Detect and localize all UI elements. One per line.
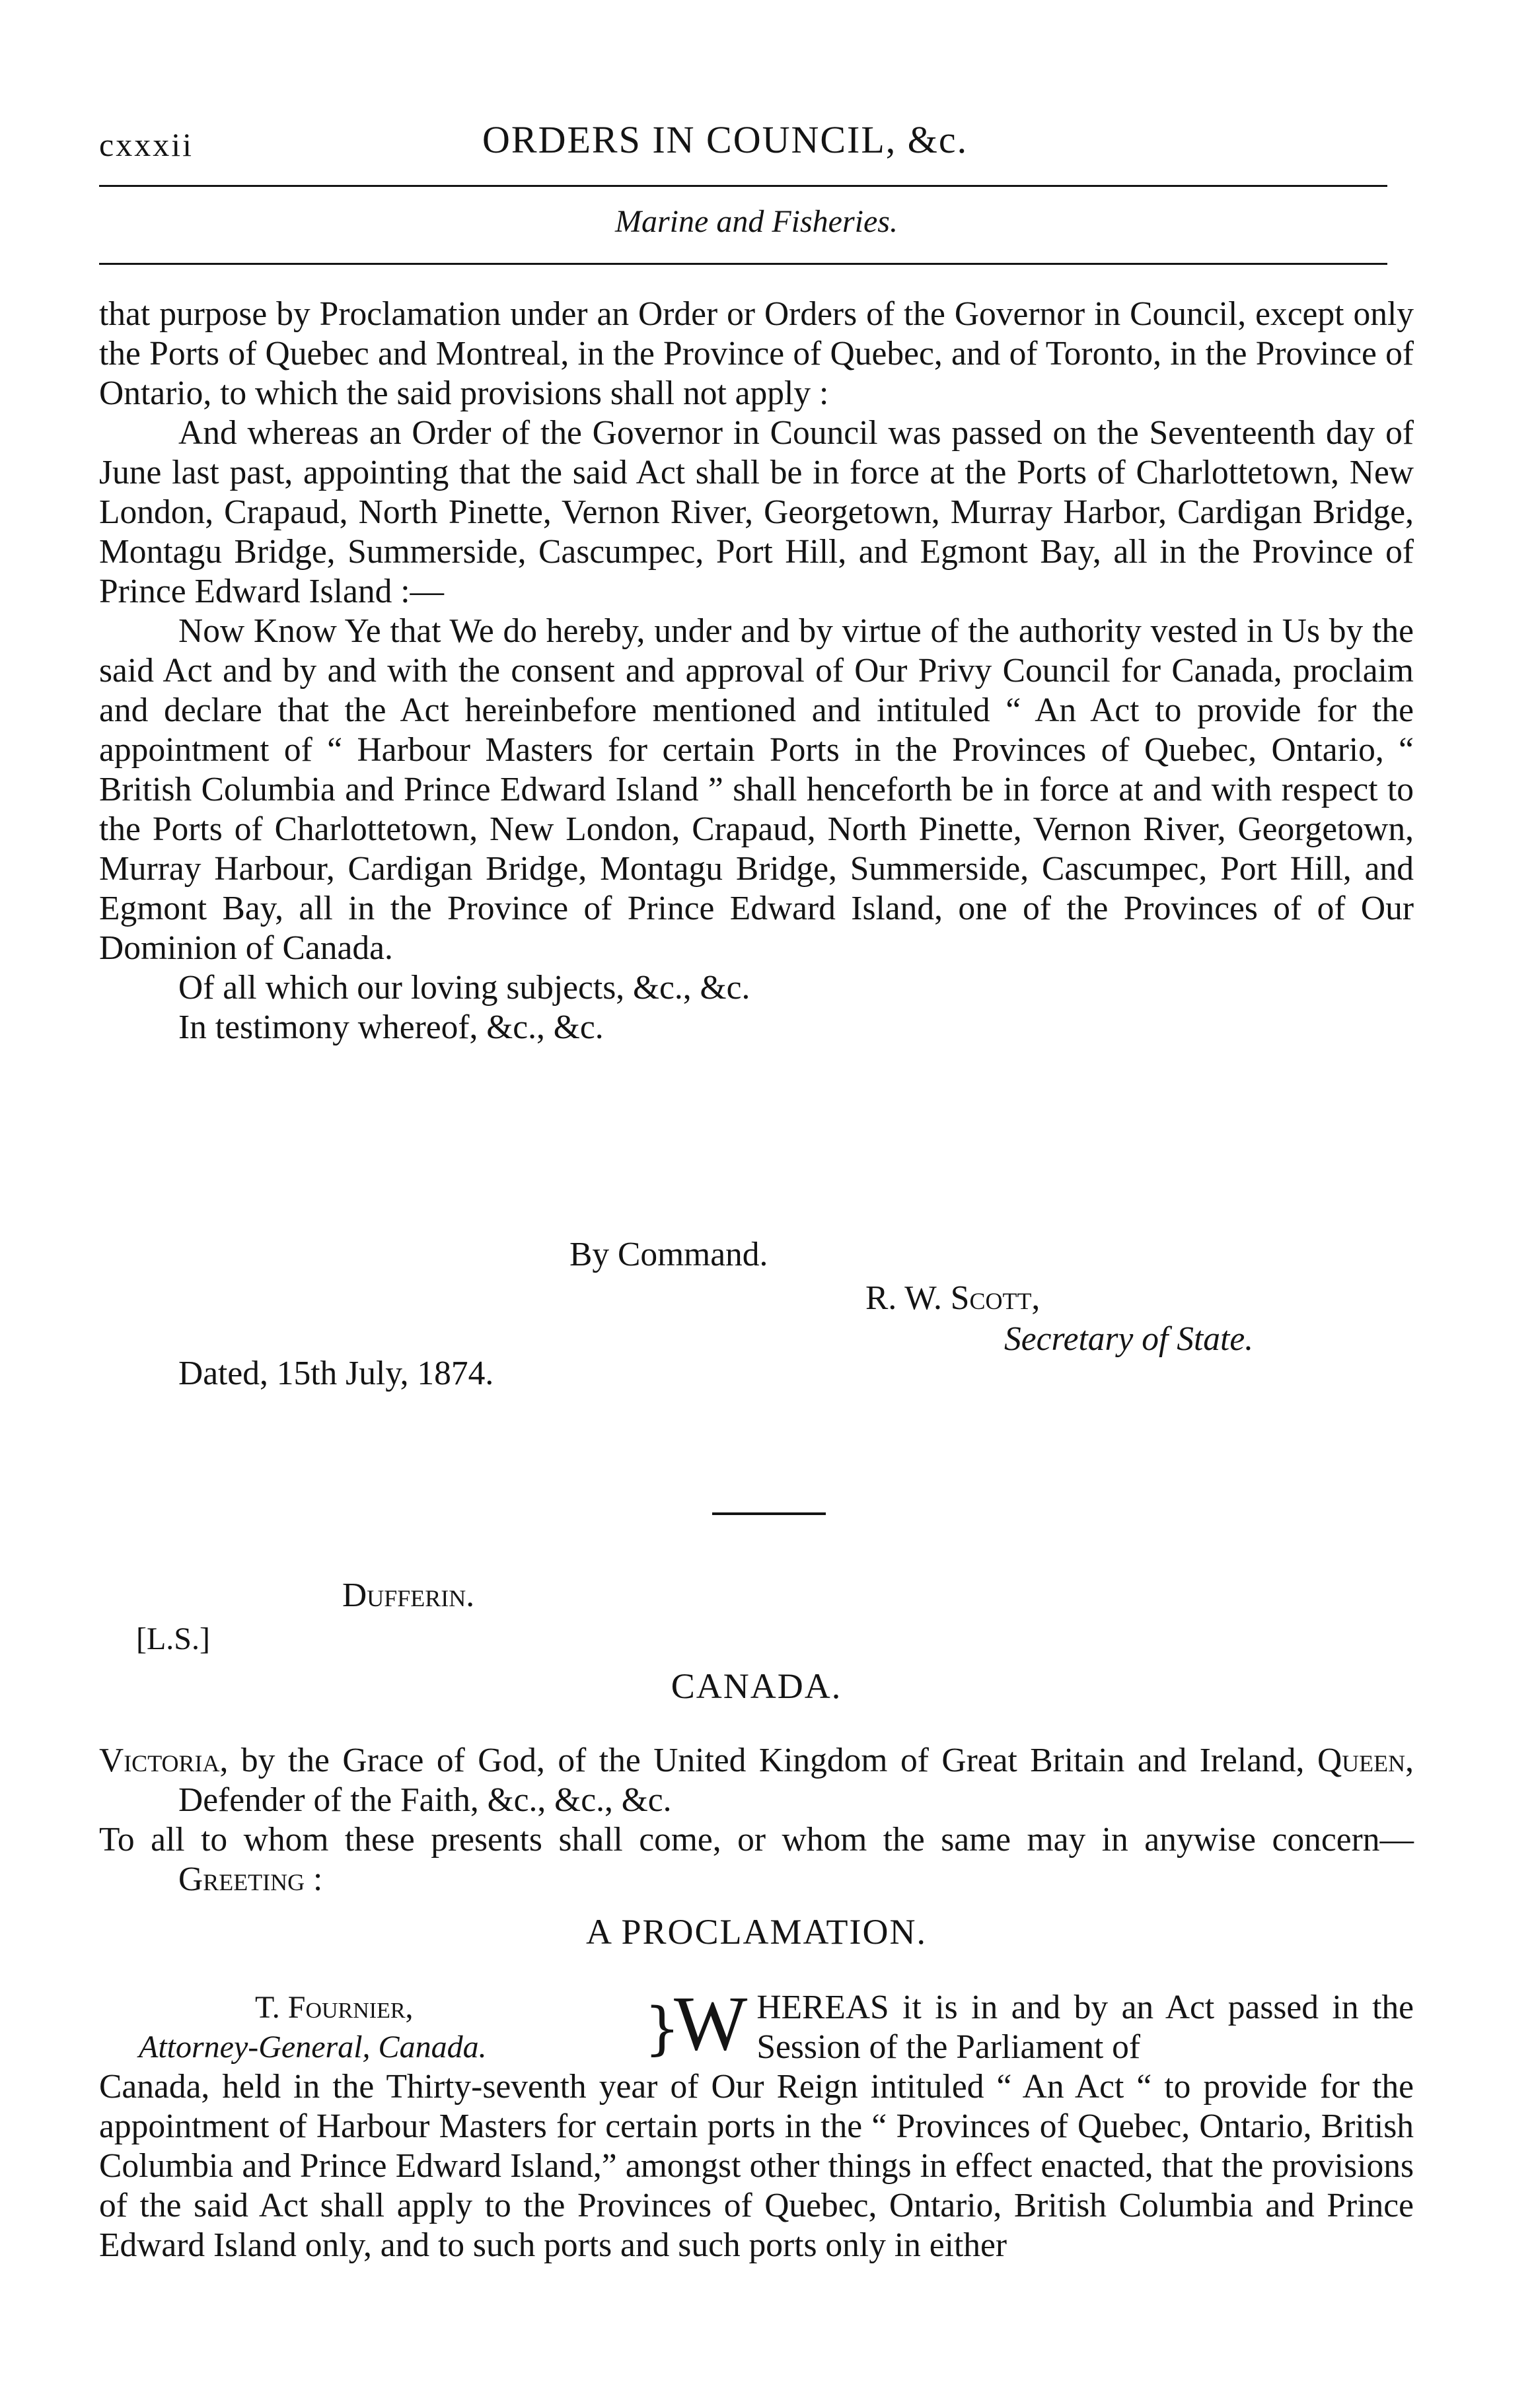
- canada-heading: CANADA.: [671, 1666, 842, 1706]
- section-subheading: Marine and Fisheries.: [615, 204, 898, 239]
- governor-signature: Dufferin.: [342, 1576, 475, 1614]
- by-command: By Command.: [569, 1236, 768, 1273]
- whereas-opening: WHEREAS it is in and by an Act passed in the Session of the Parliament of: [674, 1980, 1414, 2067]
- date-line: Dated, 15th July, 1874.: [178, 1355, 494, 1392]
- document-page: [99, 99, 1414, 2331]
- paragraph-purpose: that purpose by Proclamation under an Order or Orders of the Governor in Council, except only the Ports of Quebec and Montreal, in the Province of Quebec, and of Toronto, in the Province of Ontario, to which the said provisions shall not apply :: [99, 295, 1414, 412]
- paragraph-loving-subjects: Of all which our loving subjects, &c., &c.: [178, 969, 750, 1007]
- seal-mark: [L.S.]: [136, 1621, 210, 1656]
- paragraph-testimony: In testimony whereof, &c., &c.: [178, 1009, 604, 1046]
- header-rule-bottom: [99, 263, 1387, 265]
- brace-mark: }: [644, 1996, 680, 2062]
- header-rule-top: [99, 185, 1387, 187]
- signer-title: Secretary of State.: [1004, 1320, 1254, 1358]
- drop-cap: W: [674, 1980, 748, 2067]
- attorney-general-attribution: [99, 1988, 628, 2074]
- page-number: cxxxii: [99, 126, 194, 163]
- proclamation-title: A PROCLAMATION.: [585, 1912, 928, 1952]
- victoria-paragraph: Victoria, by the Grace of God, of the United Kingdom of Great Britain and Ireland, Queen, Defender of the Faith, &c., &c., &c.: [99, 1742, 1414, 1819]
- paragraph-whereas-order: And whereas an Order of the Governor in Council was passed on the Seventeenth day of June last past, appointing that the said Act shall be in force at the Ports of Charlottetown, New London, Crapaud, North Pinette, Vernon River, Georgetown, Murray Harbor, Cardigan Bridge, Montagu Bridge, Summerside, Cascumpec, Port Hill, and Egmont Bay, all in the Province of Prince Edward Island :—: [99, 414, 1414, 610]
- running-head: [99, 118, 1414, 170]
- to-all-paragraph: To all to whom these presents shall come, or whom the same may in anywise concern—Greeting :: [99, 1821, 1414, 1898]
- proclamation-body: [99, 295, 1414, 1047]
- whereas-continued: Canada, held in the Thirty-seventh year of Our Reign intituled “ An Act “ to provide for the appointment of Harbour Masters for certain ports in the “ Provinces of Quebec, Ontario, British Columbia and Prince Edward Island,” amongst other things in effect enacted, that the provisions of the said Act shall apply to the Provinces of Quebec, Ontario, British Columbia and Prince Edward Island only, and to such ports and such ports only in either: [99, 2068, 1414, 2264]
- paragraph-know-ye: Now Know Ye that We do hereby, under and by virtue of the authority vested in Us by the said Act and by and with the consent and approval of Our Privy Council for Canada, proclaim and declare that the Act hereinbefore mentioned and intituled “ An Act to provide for the appointment of “ Harbour Masters for certain Ports in the Provinces of Quebec, Ontario, “ British Columbia and Prince Edward Island ” shall henceforth be in force at and with respect to the Ports of Charlottetown, New London, Crapaud, North Pinette, Vernon River, Georgetown, Murray Harbour, Cardigan Bridge, Montagu Bridge, Summerside, Cascumpec, Port Hill, and Egmont Bay, all in the Province of Prince Edward Island, one of the Provinces of of Our Dominion of Canada.: [99, 612, 1414, 967]
- page-header-title: ORDERS IN COUNCIL, &c.: [482, 118, 968, 161]
- section-divider: [712, 1512, 826, 1515]
- attorney-name: T. Fournier,: [255, 1990, 414, 2025]
- victoria-name: Victoria: [99, 1742, 220, 1779]
- greeting-word: Greeting: [178, 1860, 305, 1898]
- signer-name: R. W. Scott,: [865, 1279, 1041, 1317]
- proclamation-preamble: [99, 1741, 1414, 1899]
- queen-word: Queen: [1317, 1742, 1406, 1779]
- attorney-title: Attorney-General, Canada.: [139, 2030, 487, 2065]
